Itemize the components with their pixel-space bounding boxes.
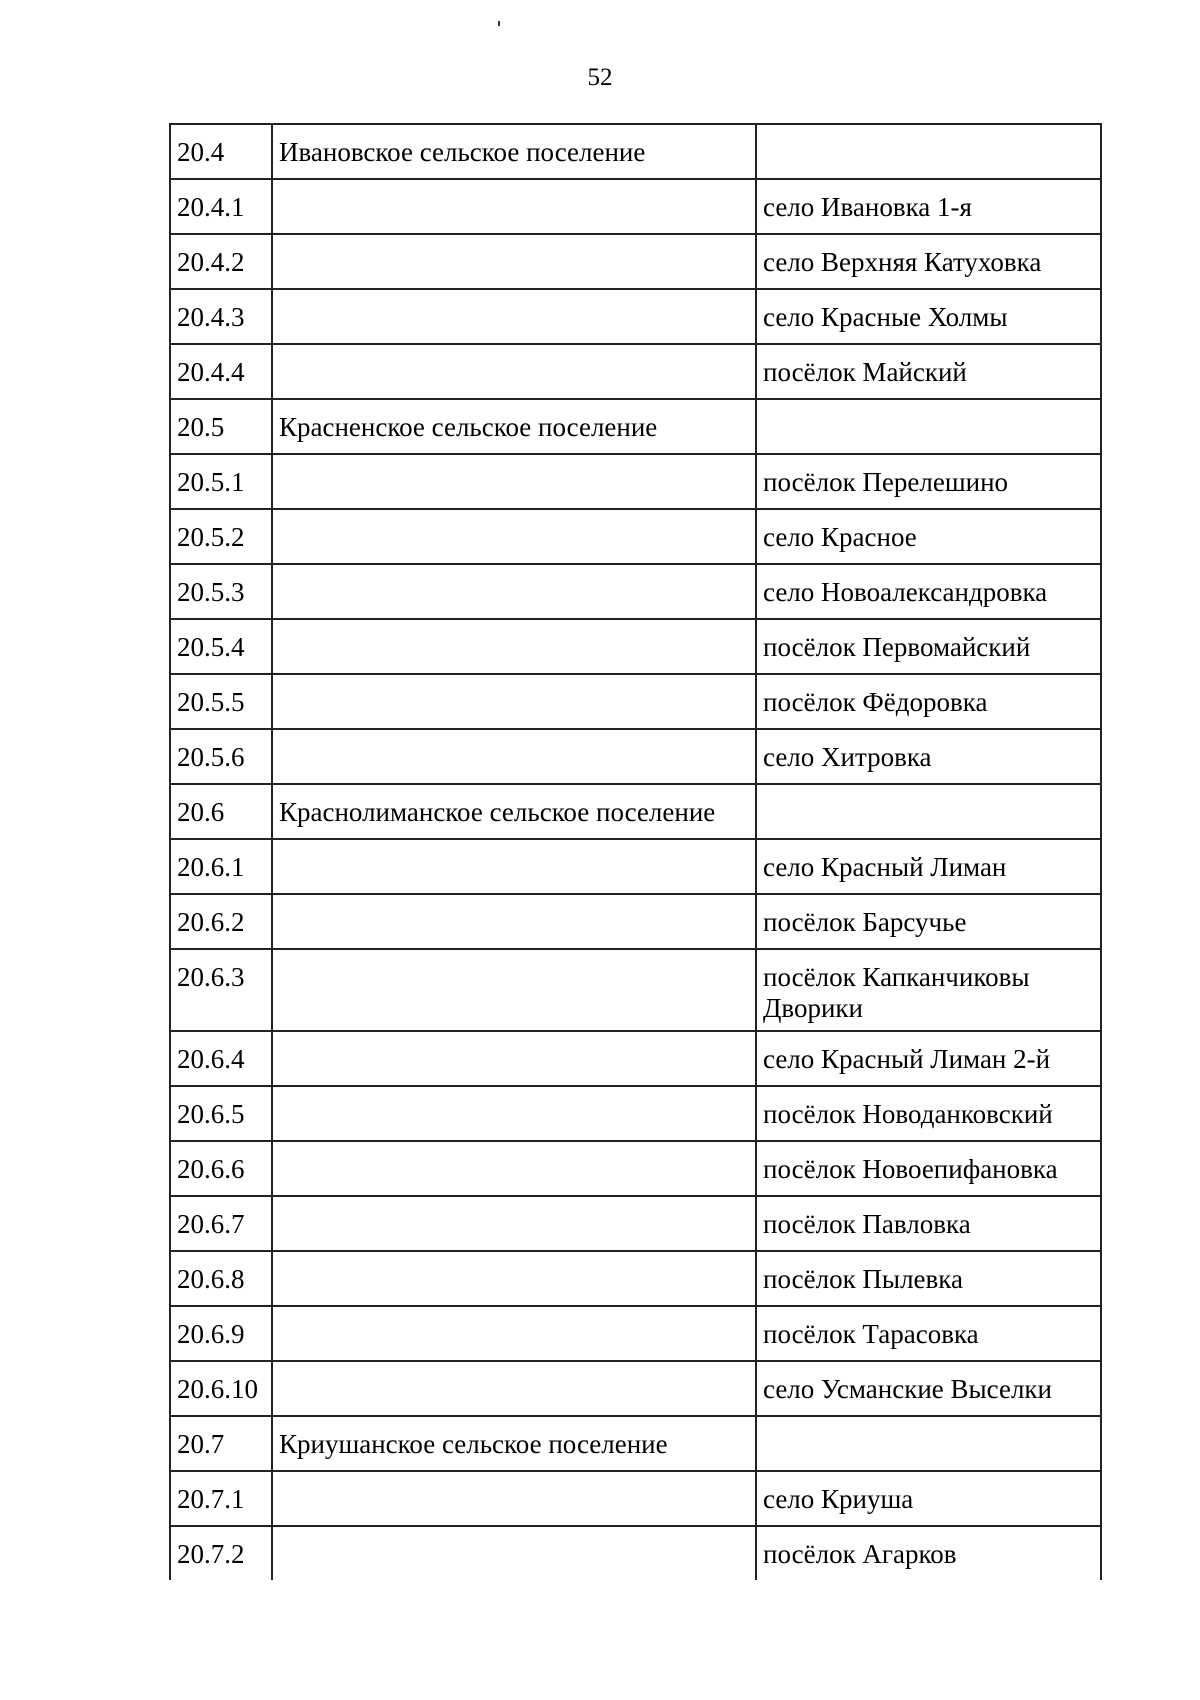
settlement-cell xyxy=(272,1306,756,1361)
locality-cell: село Ивановка 1-я xyxy=(756,179,1101,234)
row-number-cell: 20.4.3 xyxy=(170,289,272,344)
row-number-cell: 20.4.1 xyxy=(170,179,272,234)
locality-cell: посёлок Павловка xyxy=(756,1196,1101,1251)
locality-cell: село Красный Лиман xyxy=(756,839,1101,894)
settlement-cell xyxy=(272,289,756,344)
row-number-cell: 20.6.5 xyxy=(170,1086,272,1141)
locality-cell: село Усманские Выселки xyxy=(756,1361,1101,1416)
table-row xyxy=(170,124,1101,179)
row-number-cell: 20.4 xyxy=(170,124,272,179)
settlement-cell xyxy=(272,1471,756,1526)
table-row xyxy=(170,509,1101,564)
row-number-cell: 20.5.4 xyxy=(170,619,272,674)
settlement-cell: Красненское сельское поселение xyxy=(272,399,756,454)
locality-cell: село Красные Холмы xyxy=(756,289,1101,344)
settlement-cell xyxy=(272,1141,756,1196)
page-number: 52 xyxy=(587,64,613,91)
table-row xyxy=(170,179,1101,234)
row-number-cell: 20.4.2 xyxy=(170,234,272,289)
table-row xyxy=(170,564,1101,619)
locality-cell: село Красное xyxy=(756,509,1101,564)
locality-cell: посёлок Капканчиковы Дворики xyxy=(756,949,1101,1031)
row-number-cell: 20.6.9 xyxy=(170,1306,272,1361)
locality-cell: село Криуша xyxy=(756,1471,1101,1526)
row-number-cell: 20.6.4 xyxy=(170,1031,272,1086)
row-number-cell: 20.5.6 xyxy=(170,729,272,784)
locality-cell: село Красный Лиман 2-й xyxy=(756,1031,1101,1086)
table-row xyxy=(170,399,1101,454)
settlements-table-body xyxy=(170,124,1101,1580)
settlement-cell: Ивановское сельское поселение xyxy=(272,124,756,179)
locality-cell: посёлок Фёдоровка xyxy=(756,674,1101,729)
locality-cell: посёлок Первомайский xyxy=(756,619,1101,674)
table-row xyxy=(170,729,1101,784)
locality-cell: посёлок Тарасовка xyxy=(756,1306,1101,1361)
settlement-cell xyxy=(272,949,756,1031)
locality-cell: посёлок Новоепифановка xyxy=(756,1141,1101,1196)
locality-cell: посёлок Перелешино xyxy=(756,454,1101,509)
locality-cell xyxy=(756,1416,1101,1471)
settlement-cell xyxy=(272,1361,756,1416)
settlement-cell xyxy=(272,839,756,894)
table-row xyxy=(170,1526,1101,1580)
row-number-cell: 20.6 xyxy=(170,784,272,839)
table-row xyxy=(170,1306,1101,1361)
table-row xyxy=(170,234,1101,289)
settlement-cell xyxy=(272,1526,756,1580)
table-row xyxy=(170,1141,1101,1196)
table-row xyxy=(170,619,1101,674)
locality-cell: село Хитровка xyxy=(756,729,1101,784)
table-row xyxy=(170,1196,1101,1251)
table-row xyxy=(170,894,1101,949)
row-number-cell: 20.5 xyxy=(170,399,272,454)
locality-cell: село Верхняя Катуховка xyxy=(756,234,1101,289)
settlement-cell xyxy=(272,674,756,729)
row-number-cell: 20.6.1 xyxy=(170,839,272,894)
row-number-cell: 20.6.6 xyxy=(170,1141,272,1196)
table-row xyxy=(170,949,1101,1031)
row-number-cell: 20.5.1 xyxy=(170,454,272,509)
locality-cell xyxy=(756,124,1101,179)
locality-cell xyxy=(756,784,1101,839)
table-row xyxy=(170,454,1101,509)
row-number-cell: 20.6.3 xyxy=(170,949,272,1031)
row-number-cell: 20.6.10 xyxy=(170,1361,272,1416)
settlement-cell: Криушанское сельское поселение xyxy=(272,1416,756,1471)
settlement-cell xyxy=(272,619,756,674)
row-number-cell: 20.5.5 xyxy=(170,674,272,729)
scan-speck xyxy=(498,21,500,26)
locality-cell: посёлок Майский xyxy=(756,344,1101,399)
settlement-cell xyxy=(272,454,756,509)
table-row xyxy=(170,1031,1101,1086)
locality-cell xyxy=(756,399,1101,454)
locality-cell: посёлок Пылевка xyxy=(756,1251,1101,1306)
row-number-cell: 20.6.7 xyxy=(170,1196,272,1251)
table-row xyxy=(170,1251,1101,1306)
row-number-cell: 20.7 xyxy=(170,1416,272,1471)
table-row xyxy=(170,289,1101,344)
table-row xyxy=(170,344,1101,399)
settlements-table xyxy=(169,123,1102,1580)
table-row xyxy=(170,674,1101,729)
locality-cell: посёлок Агарков xyxy=(756,1526,1101,1580)
table-row xyxy=(170,1361,1101,1416)
row-number-cell: 20.7.1 xyxy=(170,1471,272,1526)
settlement-cell xyxy=(272,509,756,564)
settlement-cell xyxy=(272,729,756,784)
settlement-cell xyxy=(272,1251,756,1306)
settlement-cell xyxy=(272,1086,756,1141)
table-row xyxy=(170,784,1101,839)
locality-cell: село Новоалександровка xyxy=(756,564,1101,619)
locality-cell: посёлок Барсучье xyxy=(756,894,1101,949)
table-row xyxy=(170,1416,1101,1471)
settlement-cell xyxy=(272,894,756,949)
row-number-cell: 20.7.2 xyxy=(170,1526,272,1580)
row-number-cell: 20.6.2 xyxy=(170,894,272,949)
row-number-cell: 20.6.8 xyxy=(170,1251,272,1306)
table-row xyxy=(170,1086,1101,1141)
row-number-cell: 20.5.3 xyxy=(170,564,272,619)
settlement-cell xyxy=(272,179,756,234)
settlement-cell: Краснолиманское сельское поселение xyxy=(272,784,756,839)
table-row xyxy=(170,839,1101,894)
settlement-cell xyxy=(272,1031,756,1086)
settlement-cell xyxy=(272,344,756,399)
table-row xyxy=(170,1471,1101,1526)
settlement-cell xyxy=(272,564,756,619)
settlement-cell xyxy=(272,1196,756,1251)
row-number-cell: 20.5.2 xyxy=(170,509,272,564)
settlement-cell xyxy=(272,234,756,289)
row-number-cell: 20.4.4 xyxy=(170,344,272,399)
locality-cell: посёлок Новоданковский xyxy=(756,1086,1101,1141)
